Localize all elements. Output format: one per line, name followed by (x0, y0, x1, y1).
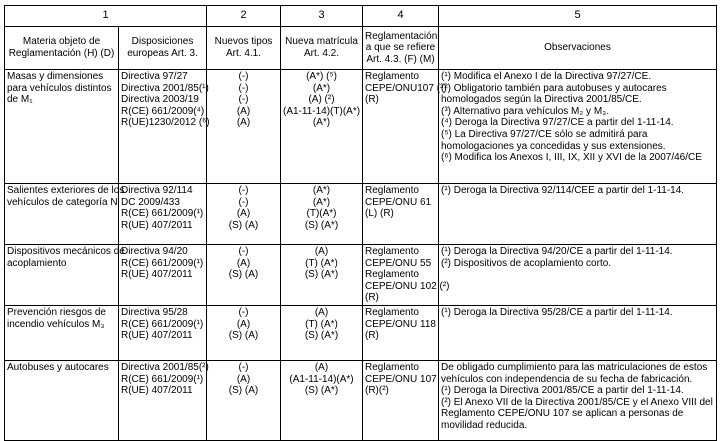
header-materia: Materia objeto de Reglamentación (H) (D) (5, 27, 119, 70)
directive-line: Directiva 94/20 (121, 246, 188, 257)
directive-line: R(UE) 407/2011 (121, 269, 193, 281)
subject-line: acoplamiento (7, 257, 67, 269)
directive-line: R(UE) 407/2011 (121, 219, 193, 231)
regulation-line: Reglamento (365, 307, 419, 318)
regulation-table (4, 5, 717, 441)
directive-line: R(CE) 661/2009(¹) (121, 257, 204, 269)
notes-cell (439, 70, 717, 184)
directive-line: R(UE)1230/2012 (⁶) (121, 117, 210, 129)
header-nueva-matricula: Nueva matrícula Art. 4.2. (281, 27, 363, 70)
note-line: (²) El Anexo VII de la Directiva 2001/85/CE y el Anexo VIII del Reglamento CEPE/ONU 107 se aplican a personas de movilidad reducida. (441, 396, 713, 431)
registration-value: (S) (A*) (304, 330, 339, 342)
notes-cell (439, 361, 717, 441)
subject-line: para vehículos distintos (7, 82, 112, 94)
regulation-cell (363, 306, 439, 361)
directives-cell (119, 184, 207, 245)
regulation-line: (L) (R) (365, 208, 394, 220)
new-type-value: (S) (A) (228, 219, 259, 231)
registration-value: (A) (314, 307, 329, 318)
new-type-value: (A) (236, 208, 251, 220)
regulation-line: CEPE/ONU 107 (365, 373, 437, 385)
directives-cell (119, 361, 207, 441)
registration-value: (T)(A*) (306, 208, 337, 220)
notes-cell (439, 306, 717, 361)
registration-value: (T) (A*) (305, 318, 338, 330)
header-observaciones: Observaciones (439, 27, 717, 70)
registration-value: (S) (A*) (304, 219, 339, 231)
new-type-value: (-) (238, 94, 249, 106)
note-line: (¹) Deroga la Directiva 2001/85/CE a partir del 1-11-14. (441, 385, 684, 397)
subject-line: de M₁ (7, 94, 33, 106)
new-types-cell (207, 306, 281, 361)
subject-line: Masas y dimensiones (7, 71, 104, 82)
new-types-cell (207, 245, 281, 306)
new-type-value: (-) (238, 185, 249, 196)
registration-value: (T) (A*) (305, 257, 338, 269)
new-type-value: (-) (238, 82, 249, 94)
new-type-value: (-) (238, 71, 249, 82)
subject-cell (5, 361, 119, 441)
registration-value: (A1-11-14)(T)(A*) (283, 105, 361, 117)
new-type-value: (A) (236, 105, 251, 117)
new-registration-cell (281, 70, 363, 184)
subject-line: incendio vehículos M₃ (7, 318, 105, 330)
regulation-line: Reglamento (365, 269, 419, 281)
note-line: (²) Obligatorio también para autobuses y autocares homologados según la Directiva 2001/85/CE. (441, 82, 667, 106)
notes-cell (439, 184, 717, 245)
table-row (5, 361, 717, 441)
subject-line: Prevención riesgos de (7, 307, 106, 318)
table-row (5, 245, 717, 306)
note-line: (¹) Deroga la Directiva 95/28/CE a partir del 1-11-14. (441, 307, 673, 318)
column-number-1: 1 (5, 6, 207, 27)
note-line: (⁵) La Directiva 97/27/CE sólo se admitirá para homologaciones ya concedidas y sus extensiones. (441, 128, 666, 152)
regulation-line: (R) (365, 292, 379, 304)
registration-value: (A*) (312, 196, 331, 208)
directive-line: Directiva 95/28 (121, 307, 188, 318)
new-registration-cell (281, 184, 363, 245)
directive-line: Directiva 2003/19 (121, 94, 199, 106)
new-type-value: (A) (236, 117, 251, 129)
regulation-cell (363, 184, 439, 245)
regulation-line: Reglamento (365, 71, 419, 82)
table-row (5, 70, 717, 184)
directive-line: DC 2009/433 (121, 196, 180, 208)
new-types-cell (207, 70, 281, 184)
subject-line: Salientes exteriores de los (7, 185, 125, 196)
directive-line: Directiva 97/27 (121, 71, 188, 82)
regulation-line: CEPE/ONU 118 (365, 318, 436, 330)
note-line: (⁴) Deroga la Directiva 97/27/CE a partir del 1-11-14. (441, 117, 674, 129)
regulation-cell (363, 70, 447, 184)
registration-value: (A) (314, 246, 329, 257)
directive-line: R(CE) 661/2009(⁴) (121, 105, 205, 117)
table-row (5, 184, 717, 245)
new-registration-cell (281, 361, 363, 441)
regulation-line: CEPE/ONU107 (³) (365, 82, 447, 94)
new-registration-cell (281, 306, 363, 361)
regulation-cell (363, 245, 450, 306)
directive-line: R(UE) 407/2011 (121, 330, 193, 342)
regulation-line: CEPE/ONU 102 (²) (365, 280, 450, 292)
new-type-value: (S) (A) (228, 330, 259, 342)
header-nuevos-tipos: Nuevos tipos Art. 4.1. (207, 27, 281, 70)
new-types-cell (207, 361, 281, 441)
directive-line: Directiva 2001/85(¹) (121, 82, 209, 94)
table-row (5, 306, 717, 361)
column-number-5: 5 (439, 6, 717, 27)
column-number-2: 2 (207, 6, 281, 27)
column-number-4: 4 (363, 6, 439, 27)
subject-line: Dispositivos mecánicos de (7, 246, 125, 257)
regulation-line: Reglamento (365, 246, 419, 257)
directives-cell (119, 70, 210, 184)
registration-value: (A*) (312, 82, 331, 94)
notes-cell (439, 245, 717, 306)
new-type-value: (-) (238, 362, 249, 373)
registration-value: (A*) (312, 117, 331, 129)
new-type-value: (-) (238, 307, 249, 318)
subject-cell (5, 184, 125, 245)
note-line: (²) Dispositivos de acoplamiento corto. (441, 257, 612, 269)
new-type-value: (-) (238, 246, 249, 257)
registration-value: (S) (A*) (304, 385, 339, 397)
subject-line: vehículos de categoría N (7, 196, 118, 208)
directive-line: R(UE) 407/2011 (121, 385, 193, 397)
directive-line: Directiva 92/114 (121, 185, 193, 196)
directive-line: Directiva 2001/85(²) (121, 362, 209, 373)
new-type-value: (A) (236, 257, 251, 269)
new-type-value: (-) (238, 196, 249, 208)
note-line: (¹) Deroga la Directiva 94/20/CE a partir del 1-11-14. (441, 246, 673, 257)
regulation-line: (R)(²) (365, 385, 389, 397)
directive-line: R(CE) 661/2009(¹) (121, 373, 204, 385)
subject-cell (5, 245, 125, 306)
column-number-row (5, 6, 717, 27)
regulation-cell (363, 361, 439, 441)
new-types-cell (207, 184, 281, 245)
new-type-value: (S) (A) (228, 385, 259, 397)
directives-cell (119, 245, 207, 306)
registration-value: (A*) (312, 185, 331, 196)
new-registration-cell (281, 245, 363, 306)
regulation-line: CEPE/ONU 61 (365, 196, 432, 208)
column-header-row (5, 27, 717, 70)
regulation-line: (R) (365, 94, 379, 106)
registration-value: (S) (A*) (304, 269, 339, 281)
note-line: De obligado cumplimiento para las matriculaciones de estos vehículos con independencia de su fecha de fabricación. (441, 362, 708, 385)
regulation-line: Reglamento (365, 185, 419, 196)
column-number-3: 3 (281, 6, 363, 27)
directives-cell (119, 306, 207, 361)
note-line: (³) Alternativo para vehículos M₂ y M₃. (441, 105, 610, 117)
note-line: (¹) Modifica el Anexo I de la Directiva 97/27/CE. (441, 71, 652, 82)
registration-value: (A) (²) (308, 94, 335, 106)
registration-value: (A1-11-14)(A*) (289, 373, 354, 385)
new-type-value: (S) (A) (228, 269, 259, 281)
directive-line: R(CE) 661/2009(¹) (121, 208, 204, 220)
regulation-line: CEPE/ONU 55 (365, 257, 432, 269)
regulation-line: Reglamento (365, 362, 419, 373)
subject-cell (5, 306, 119, 361)
registration-value: (A) (314, 362, 329, 373)
subject-cell (5, 70, 119, 184)
header-reglamentacion: Reglamentación a que se refiere Art. 4.3. (F) (M) (363, 27, 439, 70)
new-type-value: (A) (236, 318, 251, 330)
subject-line: Autobuses y autocares (7, 362, 109, 373)
regulation-line: (R) (365, 330, 379, 342)
directive-line: R(CE) 661/2009(¹) (121, 318, 204, 330)
header-disposiciones: Disposiciones europeas Art. 3. (119, 27, 207, 70)
note-line: (⁶) Modifica los Anexos I, III, IX, XII y XVI de la 2007/46/CE (441, 152, 702, 164)
note-line: (¹) Deroga la Directiva 92/114/CEE a partir del 1-11-14. (441, 185, 685, 196)
new-type-value: (A) (236, 373, 251, 385)
registration-value: (A*) (⁵) (306, 71, 337, 82)
